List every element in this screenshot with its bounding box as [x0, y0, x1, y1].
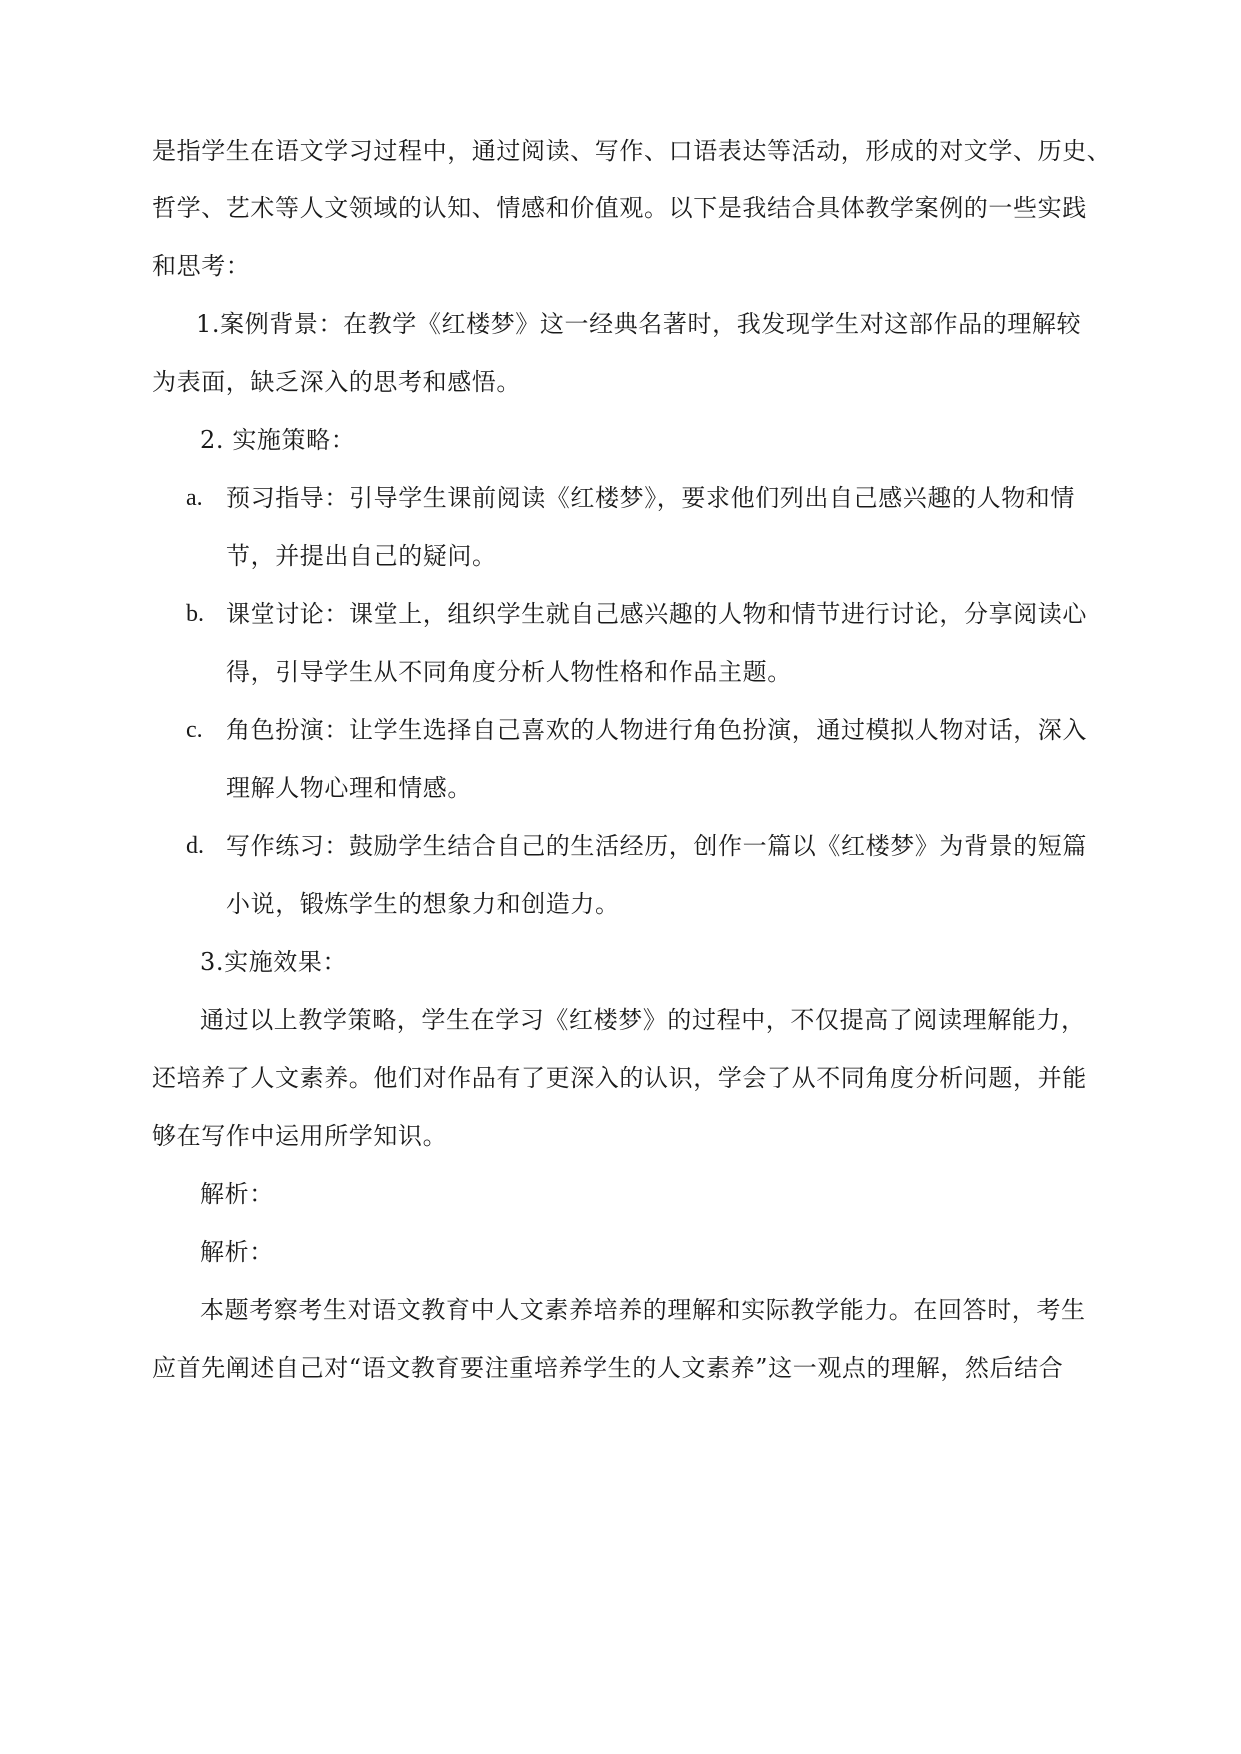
- case-background-line-1: 1.案例背景：在教学《红楼梦》这一经典名著时，我发现学生对这部作品的理解较: [196, 310, 1082, 338]
- strategy-a-line-1: 预习指导：引导学生课前阅读《红楼梦》，要求他们列出自己感兴趣的人物和情: [226, 484, 1075, 512]
- effect-line-3: 够在写作中运用所学知识。: [152, 1122, 448, 1150]
- analysis-line-2: 应首先阐述自己对“语文教育要注重培养学生的人文素养”这一观点的理解，然后结合: [152, 1354, 1064, 1382]
- analysis-label-1: 解析：: [200, 1180, 274, 1208]
- strategy-b-line-2: 得，引导学生从不同角度分析人物性格和作品主题。: [226, 658, 792, 686]
- list-marker-b: b.: [186, 601, 204, 627]
- strategy-c-line-1: 角色扮演：让学生选择自己喜欢的人物进行角色扮演，通过模拟人物对话，深入: [226, 716, 1087, 744]
- case-background-line-2: 为表面，缺乏深入的思考和感悟。: [152, 368, 521, 396]
- analysis-line-1: 本题考察考生对语文教育中人文素养培养的理解和实际教学能力。在回答时，考生: [200, 1296, 1086, 1324]
- strategy-b-line-1: 课堂讨论：课堂上，组织学生就自己感兴趣的人物和情节进行讨论，分享阅读心: [226, 600, 1087, 628]
- effect-line-2: 还培养了人文素养。他们对作品有了更深入的认识，学会了从不同角度分析问题，并能: [152, 1064, 1087, 1092]
- intro-line-1: 是指学生在语文学习过程中，通过阅读、写作、口语表达等活动，形成的对文学、历史、: [152, 137, 1112, 165]
- analysis-label-2: 解析：: [200, 1238, 274, 1266]
- effect-line-1: 通过以上教学策略，学生在学习《红楼梦》的过程中，不仅提高了阅读理解能力，: [200, 1006, 1086, 1034]
- strategy-d-line-1: 写作练习：鼓励学生结合自己的生活经历，创作一篇以《红楼梦》为背景的短篇: [226, 832, 1087, 860]
- strategy-a-line-2: 节，并提出自己的疑问。: [226, 542, 497, 570]
- strategy-heading: 2. 实施策略：: [200, 426, 356, 454]
- list-marker-c: c.: [186, 717, 203, 743]
- strategy-c-line-2: 理解人物心理和情感。: [226, 774, 472, 802]
- list-marker-d: d.: [186, 833, 204, 859]
- effect-heading: 3.实施效果：: [200, 948, 348, 976]
- list-marker-a: a.: [186, 485, 203, 511]
- strategy-d-line-2: 小说，锻炼学生的想象力和创造力。: [226, 890, 620, 918]
- intro-line-2: 哲学、艺术等人文领域的认知、情感和价值观。以下是我结合具体教学案例的一些实践: [152, 194, 1087, 222]
- intro-line-3: 和思考：: [152, 252, 251, 280]
